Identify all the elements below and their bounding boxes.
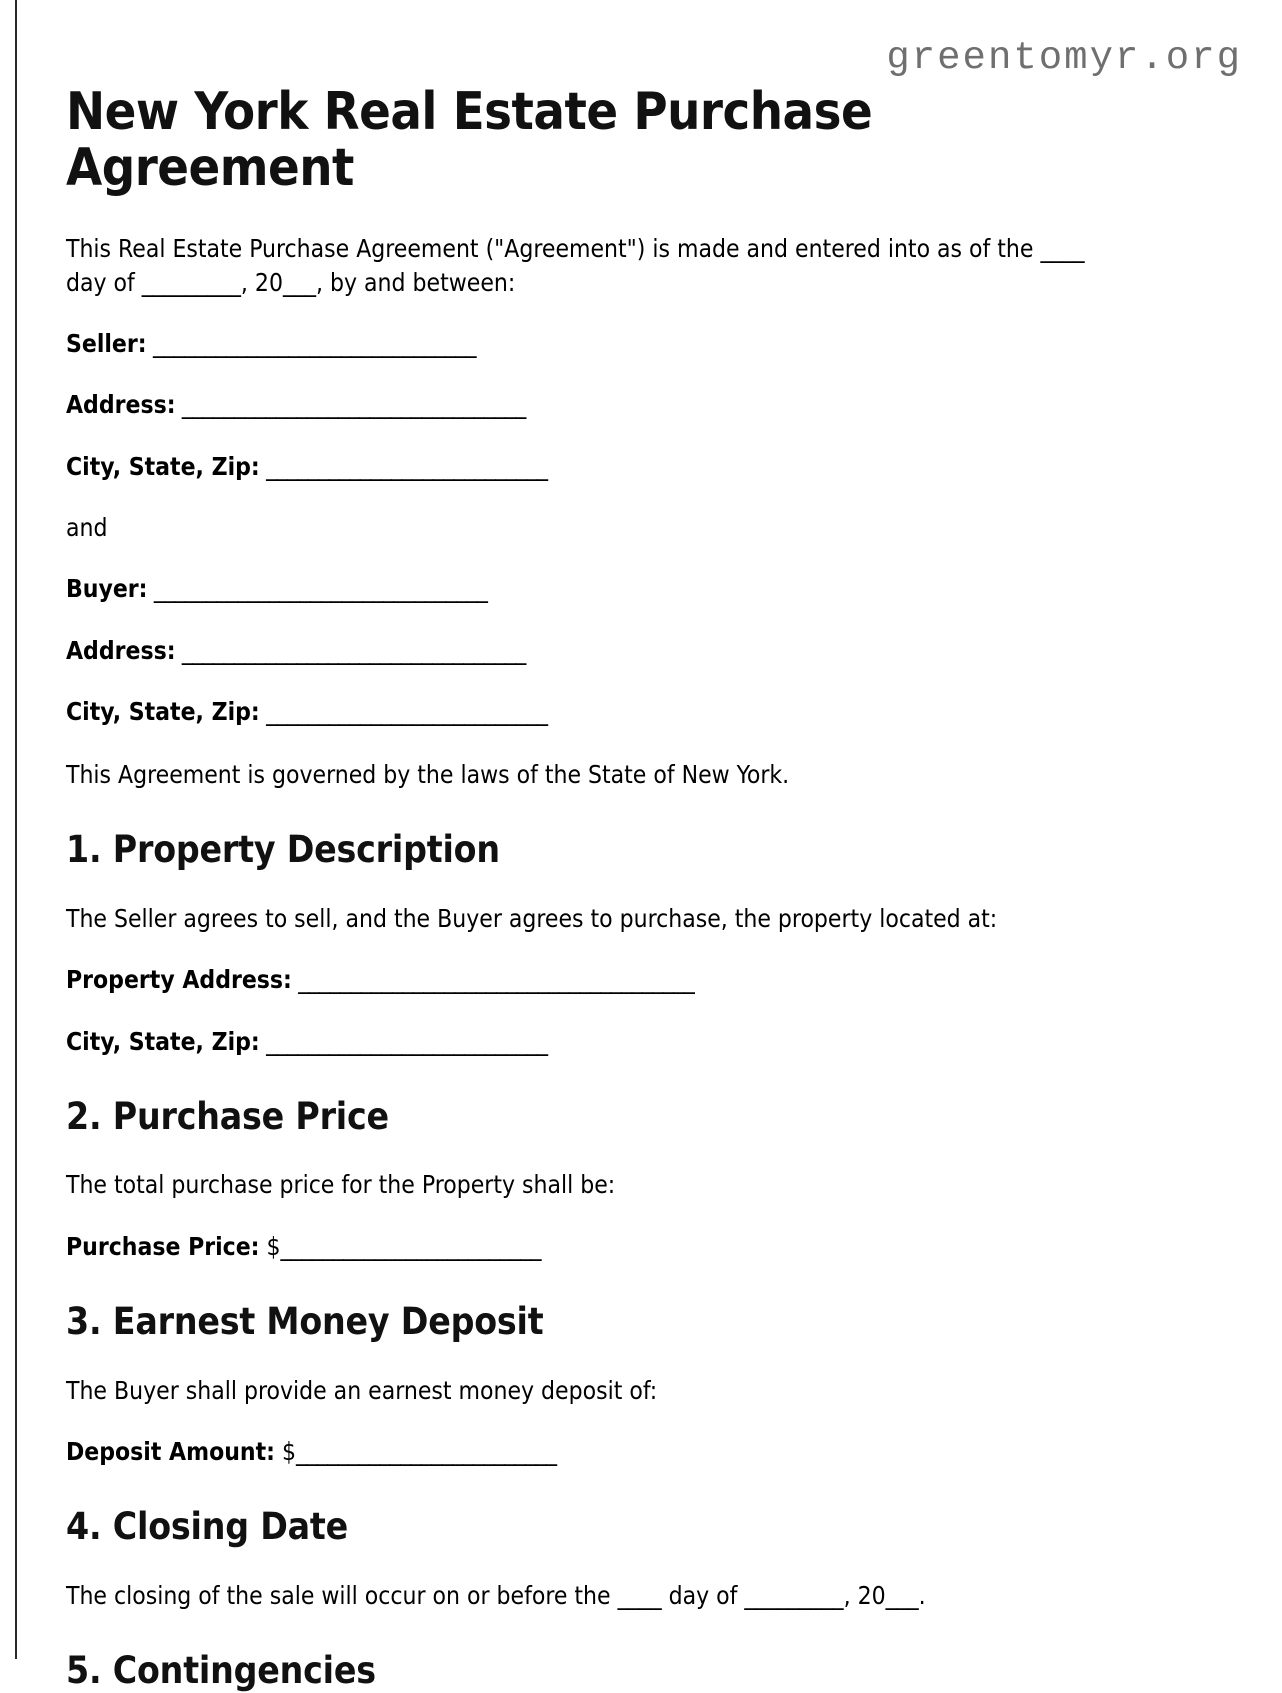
- purchase-price-label: Purchase Price:: [66, 1231, 260, 1261]
- property-address-field-line: [66, 963, 1172, 996]
- page-edge-strip: [0, 0, 17, 1659]
- section-heading-earnest-money-deposit: 3. Earnest Money Deposit: [66, 1300, 544, 1344]
- and-connector: and: [66, 512, 108, 542]
- watermark-site-label: greentomyr.org: [886, 36, 1242, 80]
- section-body-closing-date: The closing of the sale will occur on or before the ____ day of _________, 20___.: [66, 1580, 926, 1610]
- property-city-state-zip-field-line: [66, 1025, 1172, 1058]
- buyer-address-label: Address:: [66, 635, 176, 665]
- section-body-earnest-money-deposit: The Buyer shall provide an earnest money deposit of:: [66, 1375, 658, 1405]
- seller-label: Seller:: [66, 328, 147, 358]
- seller-blank[interactable]: _______________________________: [146, 328, 476, 358]
- intro-line-1: This Real Estate Purchase Agreement ("Agreement") is made and entered into as of the: [66, 234, 1034, 264]
- buyer-address-blank[interactable]: _________________________________: [175, 635, 526, 665]
- section-heading-purchase-price: 2. Purchase Price: [66, 1094, 389, 1138]
- property-address-label: Property Address:: [66, 965, 292, 995]
- property-city-label: City, State, Zip:: [66, 1026, 260, 1056]
- section-body-property-description: The Seller agrees to sell, and the Buyer agrees to purchase, the property located at:: [66, 903, 998, 933]
- purchase-price-currency-symbol: $: [259, 1231, 281, 1261]
- page-title: New York Real Estate Purchase Agreement: [66, 82, 873, 199]
- property-city-blank[interactable]: ___________________________: [259, 1026, 548, 1056]
- deposit-amount-label: Deposit Amount:: [66, 1436, 275, 1466]
- seller-address-field-line: [66, 388, 1172, 421]
- seller-city-blank[interactable]: ___________________________: [259, 451, 548, 481]
- seller-city-label: City, State, Zip:: [66, 451, 260, 481]
- buyer-blank[interactable]: ________________________________: [147, 574, 488, 604]
- governing-law-paragraph: This Agreement is governed by the laws of the State of New York.: [66, 760, 790, 790]
- section-heading-contingencies: 5. Contingencies: [66, 1649, 376, 1693]
- deposit-amount-blank[interactable]: _________________________: [296, 1436, 557, 1466]
- deposit-amount-field-line: [66, 1435, 1172, 1468]
- buyer-city-state-zip-field-line: [66, 695, 1172, 728]
- section-body-purchase-price: The total purchase price for the Property shall be:: [66, 1170, 616, 1200]
- property-address-blank[interactable]: ______________________________________: [291, 965, 695, 995]
- purchase-price-field-line: [66, 1230, 1172, 1263]
- intro-line-2: ____ day of _________, 20___, by and between:: [66, 234, 1085, 297]
- deposit-amount-currency-symbol: $: [274, 1436, 297, 1466]
- buyer-city-blank[interactable]: ___________________________: [259, 696, 548, 726]
- section-heading-closing-date: 4. Closing Date: [66, 1505, 349, 1549]
- seller-address-blank[interactable]: _________________________________: [175, 390, 526, 420]
- intro-paragraph: [66, 232, 1126, 299]
- section-heading-property-description: 1. Property Description: [66, 828, 500, 872]
- buyer-address-field-line: [66, 634, 1172, 667]
- seller-address-label: Address:: [66, 390, 176, 420]
- buyer-city-label: City, State, Zip:: [66, 696, 260, 726]
- purchase-price-blank[interactable]: _________________________: [280, 1231, 541, 1261]
- buyer-label: Buyer:: [66, 574, 148, 604]
- seller-name-field-line: [66, 327, 1172, 360]
- buyer-name-field-line: [66, 572, 1172, 605]
- seller-city-state-zip-field-line: [66, 450, 1172, 483]
